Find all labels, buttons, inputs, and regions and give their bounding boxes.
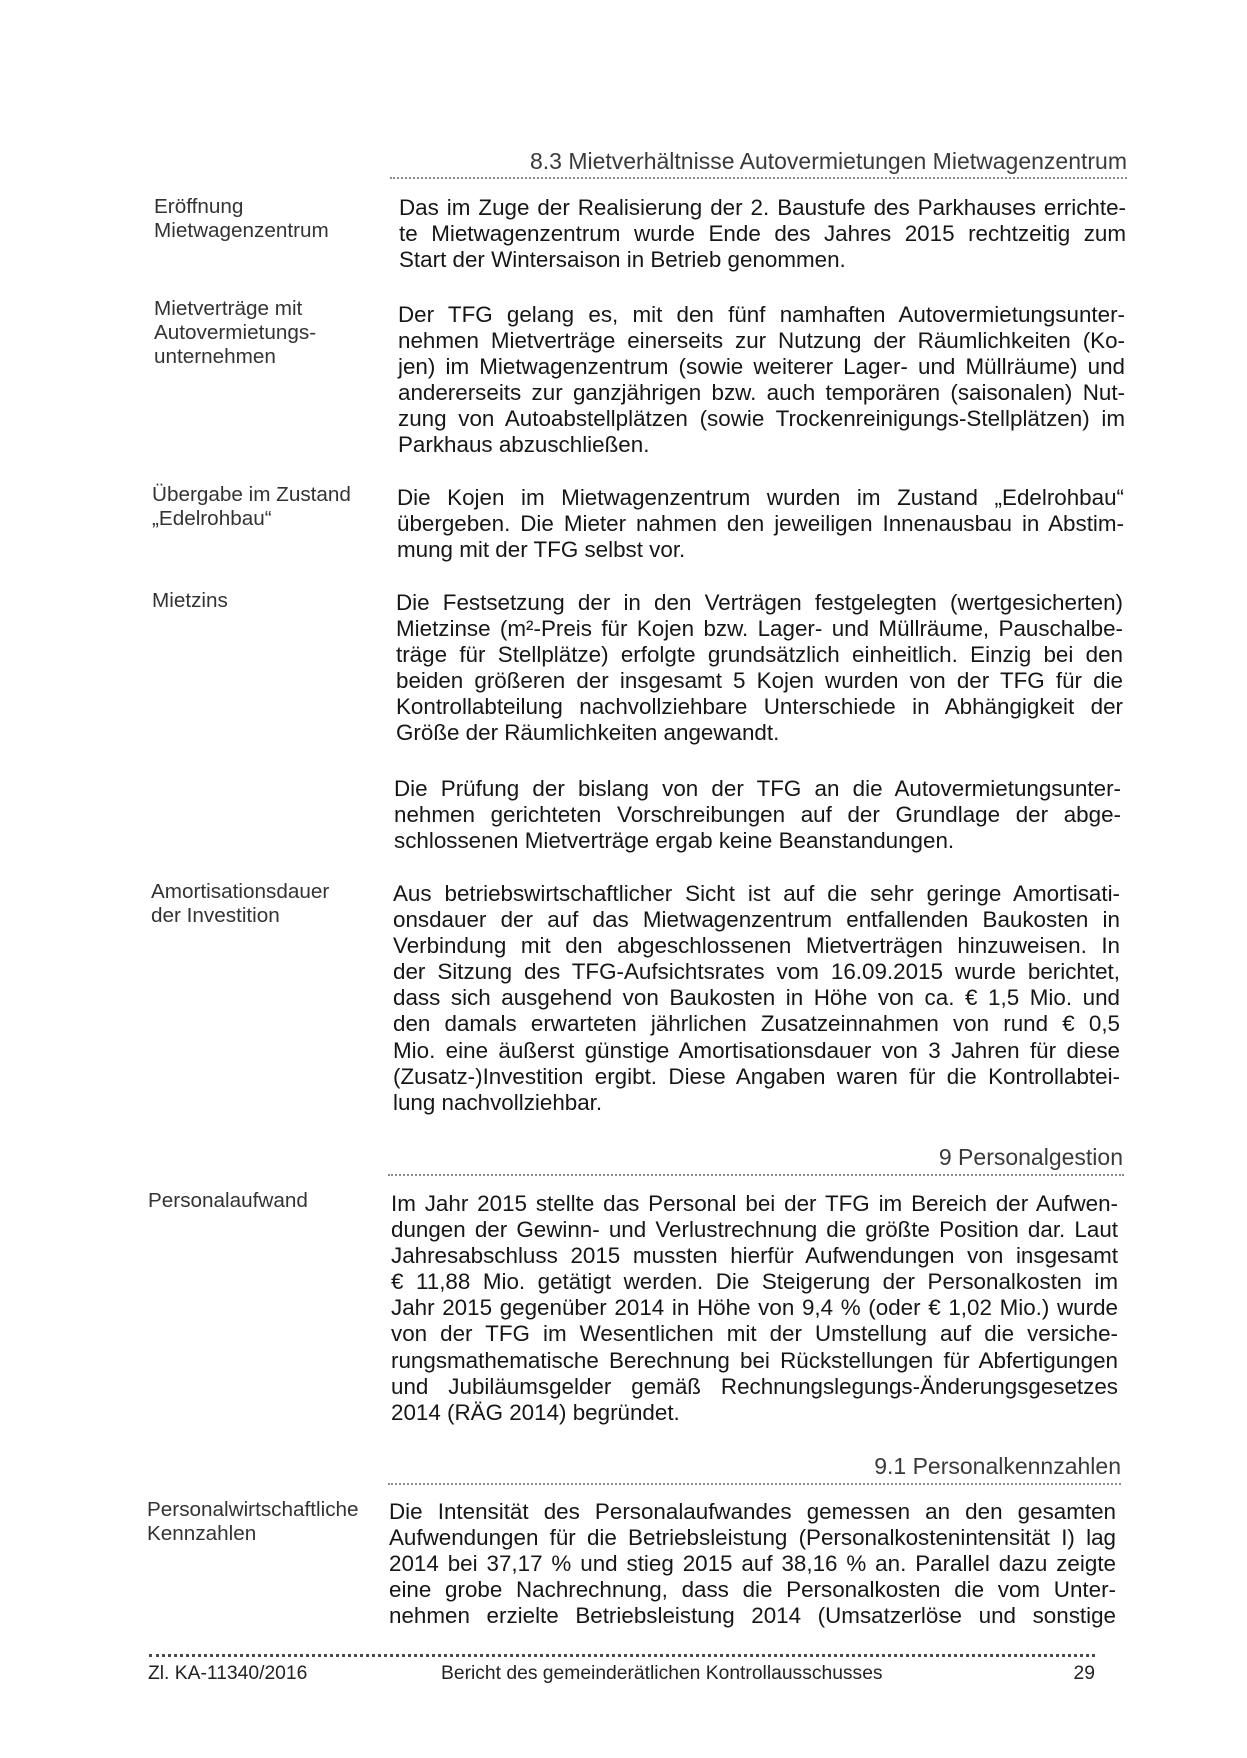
text-line: dass sich ausgehend von Baukosten in Höhe von ca. € 1,5 Mio. und <box>393 985 1120 1011</box>
text-line: dungen der Gewinn- und Verlustrechnung die größte Position dar. Laut <box>391 1217 1118 1243</box>
text-line: Aufwendungen für die Betriebsleistung (Personalkostenintensität I) lag <box>389 1525 1116 1551</box>
paragraph-personnel-expenses <box>391 1191 1118 1426</box>
text-line: übergeben. Die Mieter nahmen den jeweiligen Innenausbau in Abstim- <box>397 511 1124 537</box>
text-line: Aus betriebswirtschaftlicher Sicht ist auf die sehr geringe Amortisati- <box>393 881 1120 906</box>
text-line: Jahresabschluss 2015 mussten hierfür Aufwendungen von insgesamt <box>391 1243 1118 1269</box>
footer-reference: Zl. KA-11340/2016 <box>148 1663 308 1684</box>
margin-note-line: Eröffnung <box>154 195 244 218</box>
footer-title: Bericht des gemeinderätlichen Kontrollausschusses <box>441 1663 883 1684</box>
margin-note-mietzins <box>152 589 382 613</box>
margin-note-line: Amortisationsdauer <box>151 880 330 903</box>
text-line: eine grobe Nachrechnung, dass die Personalkosten die vom Unter- <box>389 1577 1116 1603</box>
heading-rule <box>390 177 1127 179</box>
paragraph-rent <box>396 590 1123 747</box>
margin-note-personalaufwand <box>148 1189 378 1213</box>
text-line: onsdauer der auf das Mietwagenzentrum entfallenden Baukosten in <box>393 907 1120 933</box>
text-line: Jahr 2015 gegenüber 2014 in Höhe von 9,4 % (oder € 1,02 Mio.) wurde <box>391 1295 1118 1321</box>
text-line: Mietzinse (m²-Preis für Kojen bzw. Lager- und Müllräume, Pauschalbe- <box>396 616 1123 642</box>
text-line: Das im Zuge der Realisierung der 2. Baustufe des Parkhauses errichte- <box>399 195 1126 220</box>
margin-note-uebergabe <box>152 483 382 531</box>
text-line: Im Jahr 2015 stellte das Personal bei der TFG im Bereich der Aufwen- <box>391 1191 1118 1216</box>
text-line: rungsmathematische Berechnung bei Rückstellungen für Abfertigungen <box>391 1347 1118 1373</box>
text-line: zung von Autoabstellplätzen (sowie Trockenreinigungs-Stellplätzen) im <box>398 406 1125 432</box>
margin-note-mietvertraege <box>154 297 384 369</box>
paragraph-audit-result <box>394 776 1121 854</box>
text-line: der Sitzung des TFG-Aufsichtsrates vom 16.09.2015 wurde berichtet, <box>393 959 1120 985</box>
section-heading-9-1: 9.1 Personalkennzahlen <box>874 1453 1121 1479</box>
margin-note-line: „Edelrohbau“ <box>152 506 272 530</box>
text-line: Größe der Räumlichkeiten angewandt. <box>396 720 780 746</box>
heading-rule <box>388 1483 1121 1485</box>
text-line: Der TFG gelang es, mit den fünf namhaften Autovermietungsunter- <box>398 302 1125 327</box>
paragraph-personnel-ratios <box>389 1499 1116 1629</box>
text-line: träge für Stellplätze) erfolgte grundsätzlich einheitlich. Einzig bei den <box>396 642 1123 668</box>
text-line: nehmen gerichteten Vorschreibungen auf der Grundlage der abge- <box>394 802 1121 828</box>
text-line: Die Prüfung der bislang von der TFG an die Autovermietungsunter- <box>394 776 1121 801</box>
text-line: jen) im Mietwagenzentrum (sowie weiterer Lager- und Müllräume) und <box>398 354 1125 380</box>
paragraph-handover <box>397 485 1124 563</box>
text-line: nehmen Mietverträge einerseits zur Nutzung der Räumlichkeiten (Ko- <box>398 328 1125 354</box>
text-line: von der TFG im Wesentlichen mit der Umstellung auf die versiche- <box>391 1321 1118 1347</box>
text-line: 2014 bei 37,17 % und stieg 2015 auf 38,16 % an. Parallel dazu zeigte <box>389 1551 1116 1577</box>
margin-note-line: Mietverträge mit <box>154 297 303 320</box>
margin-note-line: Kennzahlen <box>147 1521 257 1545</box>
text-line: und Jubiläumsgelder gemäß Rechnungslegungs-Änderungsgesetzes <box>391 1373 1118 1399</box>
margin-note-line: Personalwirtschaftliche <box>147 1498 359 1521</box>
text-line: 2014 (RÄG 2014) begründet. <box>391 1399 680 1425</box>
paragraph-amortisation <box>393 881 1120 1116</box>
text-line: Kontrollabteilung nachvollziehbare Unterschiede in Abhängigkeit der <box>396 694 1123 720</box>
section-heading-9: 9 Personalgestion <box>938 1144 1123 1170</box>
margin-note-eroeffnung <box>154 195 384 243</box>
margin-note-line: der Investition <box>151 903 280 927</box>
margin-note-line: Mietzins <box>152 589 228 612</box>
text-line: Die Festsetzung der in den Verträgen festgelegten (wertgesicherten) <box>396 590 1123 615</box>
text-line: beiden größeren der insgesamt 5 Kojen wurden von der TFG für die <box>396 668 1123 694</box>
page-number: 29 <box>1073 1663 1095 1684</box>
text-line: andererseits zur ganzjährigen bzw. auch temporären (saisonalen) Nut- <box>398 380 1125 406</box>
margin-note-kennzahlen <box>147 1498 377 1546</box>
text-line: lung nachvollziehbar. <box>393 1089 603 1115</box>
heading-rule <box>388 1174 1124 1176</box>
section-heading-8-3: 8.3 Mietverhältnisse Autovermietungen Mietwagenzentrum <box>529 148 1127 174</box>
text-line: (Zusatz-)Investition ergibt. Diese Angaben waren für die Kontrollabtei- <box>393 1063 1120 1089</box>
margin-note-line: Mietwagenzentrum <box>154 218 329 242</box>
text-line: Mio. eine äußerst günstige Amortisationsdauer von 3 Jahren für diese <box>393 1037 1120 1063</box>
paragraph-opening <box>399 195 1126 273</box>
text-line: Parkhaus abzuschließen. <box>398 432 650 458</box>
text-line: schlossenen Mietverträge ergab keine Beanstandungen. <box>394 828 955 854</box>
margin-note-line: unternehmen <box>154 344 276 368</box>
text-line: Die Kojen im Mietwagenzentrum wurden im Zustand „Edelrohbau“ <box>397 485 1124 510</box>
text-line: Start der Wintersaison in Betrieb genommen. <box>399 247 846 273</box>
margin-note-line: Autovermietungs- <box>154 320 317 344</box>
text-line: Die Intensität des Personalaufwandes gemessen an den gesamten <box>389 1499 1116 1524</box>
text-line: mung mit der TFG selbst vor. <box>397 537 686 563</box>
margin-note-line: Personalaufwand <box>148 1189 308 1212</box>
text-line: Verbindung mit den abgeschlossenen Mietverträgen hinzuweisen. In <box>393 933 1120 959</box>
paragraph-rental-contracts <box>398 302 1125 459</box>
text-line: € 11,88 Mio. getätigt werden. Die Steigerung der Personalkosten im <box>391 1269 1118 1295</box>
text-line: nehmen erzielte Betriebsleistung 2014 (Umsatzerlöse und sonstige <box>389 1603 1116 1629</box>
margin-note-line: Übergabe im Zustand <box>152 483 351 506</box>
text-line: den damals erwarteten jährlichen Zusatzeinnahmen von rund € 0,5 <box>393 1011 1120 1037</box>
footer-rule <box>149 1654 1095 1657</box>
margin-note-amortisation <box>151 880 381 928</box>
text-line: te Mietwagenzentrum wurde Ende des Jahres 2015 rechtzeitig zum <box>399 221 1126 247</box>
